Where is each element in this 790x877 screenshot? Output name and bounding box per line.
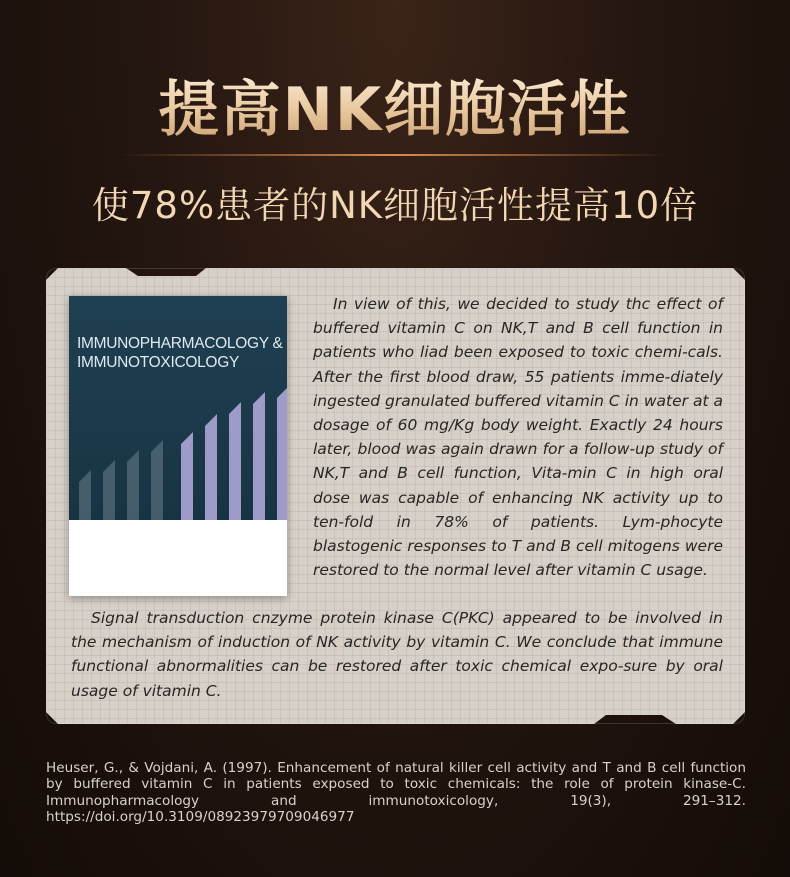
page-title: 提高NK细胞活性 xyxy=(0,62,790,148)
page-subtitle: 使78%患者的NK细胞活性提高10倍 xyxy=(91,184,699,227)
journal-cover xyxy=(69,296,287,596)
journal-cover-title: IMMUNOPHARMACOLOGY & IMMUNOTOXICOLOGY xyxy=(77,335,283,371)
journal-cover-stripes-graphic xyxy=(69,386,287,520)
abstract-paragraph-2: Signal transduction cnzyme protein kinase C(PKC) appeared to be involved in the mechanism of induction of NK activity by vitamin C. We conclude that immune functional abnormalities can be restored after toxic chemical expo-sure by oral usage of vitamin C. xyxy=(71,609,723,700)
citation-reference: Heuser, G., & Vojdani, A. (1997). Enhancement of natural killer cell activity and T and B cell function by buffered vitamin C in patients exposed to toxic chemicals: the role of protein kinase-C. Immunopharmacology and immunotoxicology, 19(3), 291–312. https://doi.org/10.3109/08923979709046977 xyxy=(46,760,746,826)
abstract-paragraph-1: In view of this, we decided to study thc effect of buffered vitamin C on NK,T and B cell function in patients who liad been exposed to toxic chemi-cals. After the first blood draw, 55 patients imme-diately ingested granulated buffered vitamin C in water at a dosage of 60 mg/Kg body weight. Exactly 24 hours later, blood was again drawn for a follow-up study of NK,T and B cell function, Vita-min C in high oral dose was capable of enhancing NK activity up to ten-fold in 78% of patients. Lym-phocyte blastogenic responses to T and B cell mitogens were restored to the normal level after vitamin C usage. xyxy=(313,295,723,580)
title-divider xyxy=(120,154,670,156)
